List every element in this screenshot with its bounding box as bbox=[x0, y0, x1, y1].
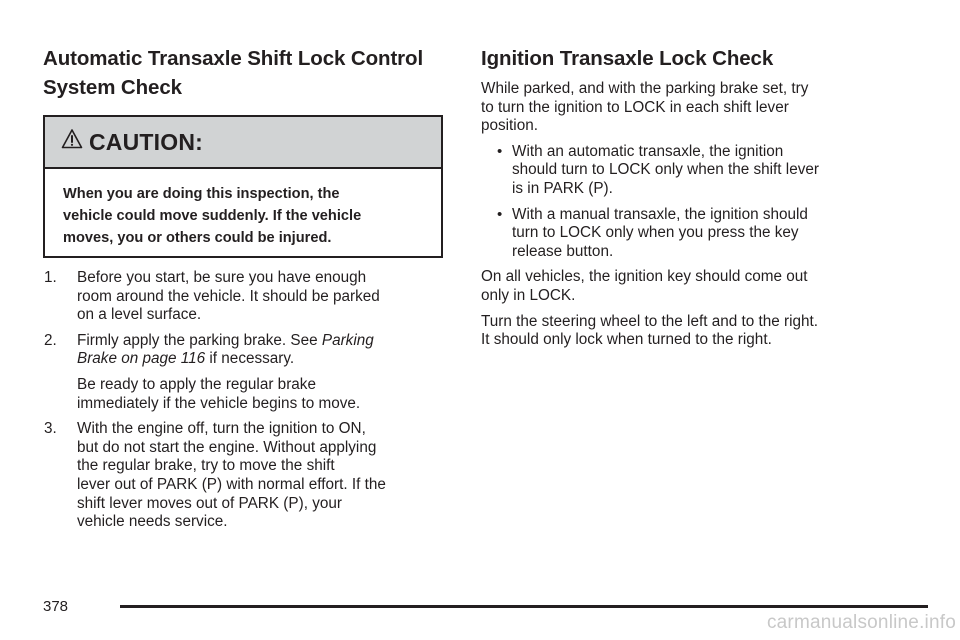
caution-title: CAUTION: bbox=[89, 128, 204, 155]
page-footer bbox=[43, 596, 885, 618]
caution-header bbox=[45, 117, 441, 169]
transaxle-bullets bbox=[481, 143, 901, 262]
bullet-dot-icon: • bbox=[497, 205, 503, 223]
left-column bbox=[43, 44, 447, 539]
step-2: 2. Firmly apply the parking brake. See Parking Brake on page 116 if necessary. bbox=[44, 331, 374, 368]
caution-text: When you are doing this inspection, the vehicle could move suddenly. If the vehicle moves, you or others could be injured. bbox=[63, 186, 362, 246]
steering-wheel-paragraph: Turn the steering wheel to the left and to the right. It should only lock when turned to the right. bbox=[481, 312, 819, 349]
bullet-dot-icon: • bbox=[497, 142, 503, 160]
step-2-note: Be ready to apply the regular brake immediately if the vehicle begins to move. bbox=[77, 375, 361, 412]
footer-rule bbox=[120, 605, 928, 608]
shift-lock-heading: Automatic Transaxle Shift Lock Control System Check bbox=[43, 47, 424, 99]
bullet-manual: • With a manual transaxle, the ignition should turn to LOCK only when you press the key release button. bbox=[497, 205, 808, 260]
right-column bbox=[481, 44, 901, 357]
bullet-automatic: • With an automatic transaxle, the ignition should turn to LOCK only when the shift lever is in PARK (P). bbox=[497, 142, 819, 197]
parking-brake-page-reference[interactable]: Brake on page 116 bbox=[77, 350, 206, 368]
page-number: 378 bbox=[43, 598, 69, 615]
parking-brake-reference[interactable]: Parking bbox=[321, 331, 374, 349]
intro-paragraph: While parked, and with the parking brake set, try to turn the ignition to LOCK in each shift lever position. bbox=[481, 80, 809, 135]
ignition-lock-heading: Ignition Transaxle Lock Check bbox=[481, 47, 774, 70]
inspection-steps bbox=[43, 269, 447, 532]
step-1: 1. Before you start, be sure you have enough room around the vehicle. It should be parked on a level surface. bbox=[44, 269, 380, 324]
caution-box bbox=[43, 115, 443, 258]
watermark: carmanualsonline.info bbox=[766, 612, 956, 633]
caution-triangle-icon bbox=[61, 128, 83, 150]
step-3: 3. With the engine off, turn the ignition to ON, but do not start the engine. Without applying the regular brake, try to move the shift lever out of PARK (P) with normal effort. If the shift lever moves out of PARK (P), your vehicle needs service. bbox=[44, 420, 386, 531]
all-vehicles-paragraph: On all vehicles, the ignition key should come out only in LOCK. bbox=[481, 268, 808, 304]
